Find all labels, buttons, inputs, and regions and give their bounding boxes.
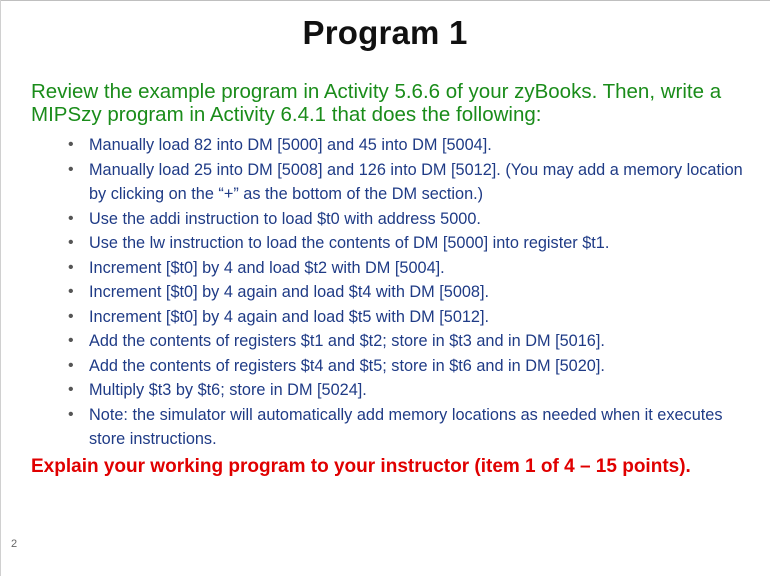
bullet-text: Increment [$t0] by 4 and load $t2 with DM [5004]. [89, 258, 445, 277]
list-item [65, 280, 745, 305]
bullet-icon: • [68, 283, 74, 300]
list-item [65, 329, 745, 354]
bullet-text: Increment [$t0] by 4 again and load $t4 with DM [5008]. [89, 283, 490, 301]
instruction-list [65, 133, 745, 452]
bullet-text: Add the contents of registers $t1 and $t2; store in $t3 and in DM [5016]. [89, 332, 605, 350]
slide-title: Program 1 [302, 14, 468, 51]
bullet-icon: • [68, 307, 74, 325]
bullet-icon: • [68, 356, 74, 374]
bullet-text: Increment [$t0] by 4 again and load $t5 with DM [5012]. [89, 307, 490, 326]
slide-top-border [0, 0, 770, 1]
bullet-text: Manually load 82 into DM [5000] and 45 into DM [5004]. [89, 136, 492, 154]
bullet-icon: • [68, 332, 74, 349]
bullet-icon: • [68, 258, 74, 276]
bullet-text: Use the lw instruction to load the contents of DM [5000] into register $t1. [89, 234, 610, 252]
list-item [65, 207, 745, 232]
list-item [65, 256, 745, 281]
bullet-icon: • [68, 234, 74, 251]
list-item [65, 133, 745, 158]
bullet-text: Note: the simulator will automatically add memory locations as needed when it executes store instructions. [89, 405, 723, 448]
bullet-text: Use the addi instruction to load $t0 with address 5000. [89, 209, 481, 228]
bullet-icon: • [68, 405, 74, 423]
bullet-icon: • [68, 381, 74, 398]
bullet-icon: • [68, 209, 74, 227]
list-item [65, 305, 745, 330]
intro-text: Review the example program in Activity 5.6.6 of your zyBooks. Then, write a MIPSzy program in Activity 6.4.1 that does the following: [31, 80, 722, 126]
bullet-icon: • [68, 136, 74, 153]
list-item [65, 403, 745, 452]
list-item [65, 378, 745, 403]
slide-left-border [0, 0, 1, 576]
closing-instruction: Explain your working program to your instructor (item 1 of 4 – 15 points). [31, 456, 691, 477]
bullet-text: Manually load 25 into DM [5008] and 126 into DM [5012]. (You may add a memory location by clicking on the “+” as the bottom of the DM section.) [89, 160, 743, 203]
list-item [65, 158, 745, 207]
list-item [65, 231, 745, 256]
bullet-text: Add the contents of registers $t4 and $t5; store in $t6 and in DM [5020]. [89, 356, 605, 375]
list-item [65, 354, 745, 379]
bullet-text: Multiply $t3 by $t6; store in DM [5024]. [89, 381, 367, 399]
bullet-icon: • [68, 160, 74, 178]
page-number: 2 [11, 538, 18, 550]
